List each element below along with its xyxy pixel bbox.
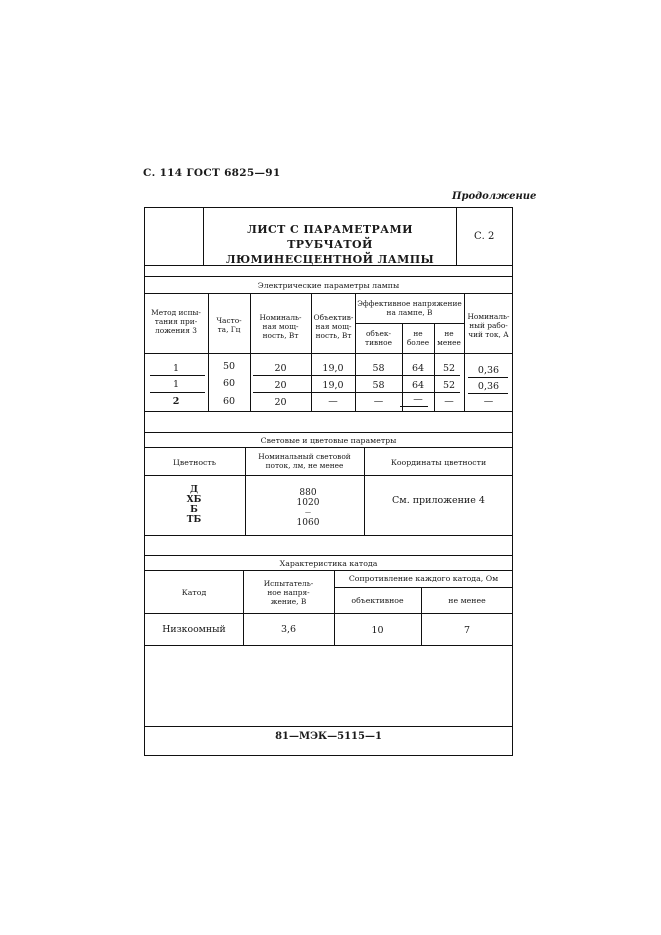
sheet-title-line2: ЛЮМИНЕСЦЕНТНОЙ ЛАМПЫ: [225, 253, 435, 266]
light-caption-bottom: [144, 447, 513, 448]
cathode-caption-bottom: [144, 570, 513, 571]
el-row2-freq: 60: [222, 378, 236, 389]
el-header-v-min: [435, 329, 463, 347]
sheet-page-label: С. 2: [474, 231, 495, 242]
el-row3-vmax: —: [413, 394, 423, 405]
el-col-div-7: [464, 293, 465, 411]
el-header-eff-l1: Эффективное напряжение: [357, 299, 462, 308]
light-header-bottom: [144, 475, 513, 476]
el-row1-vmax: 64: [411, 363, 425, 374]
cathode-row-r-objective: 10: [371, 625, 384, 636]
el-row3-underline: [400, 406, 428, 407]
cathode-row-r-min: 7: [463, 625, 471, 636]
el-header-nom-l1: Номиналь-: [259, 313, 302, 322]
cathode-header-cathode: Катод: [181, 588, 207, 597]
el-header-bottom: [144, 353, 513, 354]
light-flux-4: 1060: [296, 518, 320, 528]
el-row2-vmin: 52: [442, 380, 456, 391]
cathode-header-test-voltage: [244, 579, 333, 606]
el-header-method: [146, 308, 206, 335]
el-header-nom-l3: ность, Вт: [262, 331, 299, 340]
light-color-3: Б: [190, 505, 198, 515]
cathode-header-tv-l2: ное напря-: [267, 588, 310, 597]
el-row2-underline-b: [253, 392, 460, 393]
el-header-nominal-current: [465, 312, 512, 339]
el-header-cur-l1: Номиналь-: [467, 312, 510, 321]
cathode-subheader-rule: [334, 587, 513, 588]
cathode-header-r-objective: объективное: [351, 596, 404, 605]
cathode-header-r-min: не менее: [448, 596, 486, 605]
el-header-vmin-l2: менее: [437, 338, 461, 347]
page-header: С. 114 ГОСТ 6825—91: [143, 167, 281, 179]
el-row3-nom: 20: [274, 397, 287, 408]
el-header-method-l2: тания при-: [154, 317, 198, 326]
footer-rule: [144, 726, 513, 727]
el-header-obj-l3: ность, Вт: [315, 331, 352, 340]
el-header-cur-l3: чий ток, А: [468, 330, 509, 339]
el-header-v-objective: [356, 329, 401, 347]
el-header-vmax-l1: не: [413, 329, 423, 338]
light-bottom: [144, 535, 513, 536]
sheet-title-line1: ЛИСТ С ПАРАМЕТРАМИ ТРУБЧАТОЙ: [247, 223, 413, 251]
el-row1-nom: 20: [274, 363, 287, 374]
light-flux-3: —: [305, 509, 311, 516]
cathode-bottom: [144, 645, 513, 646]
el-row2-underline-c: [468, 393, 508, 394]
el-row2-vmax: 64: [411, 380, 425, 391]
cathode-header-bottom: [144, 613, 513, 614]
cathode-row-cathode: Низкоомный: [162, 624, 226, 635]
light-header-flux-l2: поток, лм, не менее: [265, 461, 344, 470]
light-color-4: ТБ: [186, 515, 202, 525]
el-row1-method: 1: [172, 363, 180, 374]
el-row1-vmin: 52: [442, 363, 456, 374]
el-header-nom-l2: ная мощ-: [262, 322, 299, 331]
el-row1-underline-b: [253, 375, 460, 376]
el-row3-vobj: —: [373, 396, 384, 407]
el-header-vobj-l1: объек-: [365, 329, 392, 338]
el-header-method-l1: Метод испы-: [151, 308, 201, 317]
sheet-title: [205, 222, 455, 267]
light-header-flux: [246, 452, 363, 470]
el-row1-freq: 50: [222, 361, 236, 372]
light-flux-1: 880: [299, 488, 317, 498]
el-row1-current: 0,36: [477, 365, 500, 376]
el-header-objective-power: [312, 313, 355, 340]
el-header-freq: [209, 316, 249, 334]
light-coords-value: См. приложение 4: [392, 495, 485, 506]
el-header-vobj-l2: тивное: [365, 338, 392, 347]
el-row2-obj: 19,0: [322, 380, 344, 391]
el-row2-method: 1: [172, 379, 180, 390]
el-header-effective-voltage: [356, 299, 463, 317]
cathode-header-tv-l1: Испытатель-: [263, 579, 314, 588]
el-row3-method: 2: [172, 396, 180, 407]
el-header-freq-l2: та, Гц: [217, 325, 241, 334]
el-header-method-l3: ложения 3: [155, 326, 197, 335]
el-header-freq-l1: Часто-: [216, 316, 242, 325]
light-color-1: Д: [189, 485, 198, 495]
light-caption: Световые и цветовые параметры: [260, 436, 397, 445]
light-caption-top: [144, 432, 513, 433]
el-row2-vobj: 58: [372, 380, 385, 391]
el-row3-vmin: —: [444, 396, 454, 407]
light-flux-2: 1020: [296, 498, 320, 508]
el-header-obj-l2: ная мощ-: [315, 322, 352, 331]
light-header-flux-l1: Номинальный световой: [258, 452, 351, 461]
electrical-caption-bottom: [144, 293, 513, 294]
el-row1-underline-a: [150, 375, 205, 376]
el-header-obj-l1: Объектив-: [313, 313, 354, 322]
el-row1-obj: 19,0: [322, 363, 344, 374]
el-row1-vobj: 58: [372, 363, 385, 374]
title-divider-left: [203, 208, 204, 265]
title-divider-right: [456, 208, 457, 265]
cathode-caption: Характеристика катода: [279, 559, 378, 568]
cathode-header-resistance: Сопротивление каждого катода, Ом: [348, 574, 499, 583]
el-header-v-max: [403, 329, 433, 347]
continuation-label: Продолжение: [452, 191, 537, 202]
el-col-div-2: [250, 293, 251, 411]
footer-code: 81—МЭК—5115—1: [275, 731, 382, 742]
light-color-2: ХБ: [186, 495, 202, 505]
el-header-nominal-power: [251, 313, 310, 340]
electrical-bottom: [144, 411, 513, 412]
el-row3-obj: —: [328, 396, 338, 407]
el-row3-current: —: [483, 396, 494, 407]
light-flux-list: [290, 488, 326, 528]
el-header-cur-l2: ный рабо-: [469, 321, 508, 330]
el-row2-current: 0,36: [477, 381, 500, 392]
el-subheader-rule: [355, 323, 464, 324]
el-col-div-3: [311, 293, 312, 411]
el-header-eff-l2: на лампе, В: [386, 308, 433, 317]
cathode-header-tv-l3: жение, В: [270, 597, 307, 606]
light-header-color: Цветность: [173, 458, 216, 467]
el-row1-underline-c: [468, 377, 508, 378]
cathode-row-test-voltage: 3,6: [280, 624, 297, 635]
el-col-div-1: [208, 293, 209, 411]
electrical-caption: Электрические параметры лампы: [257, 281, 400, 290]
light-header-coords: Координаты цветности: [390, 458, 487, 467]
el-row3-freq: 60: [222, 396, 236, 407]
cathode-caption-top: [144, 555, 513, 556]
electrical-caption-top: [144, 276, 513, 277]
el-row2-nom: 20: [274, 380, 287, 391]
title-bottom-rule: [144, 265, 513, 266]
el-row2-underline-a: [150, 392, 205, 393]
el-header-vmax-l2: более: [406, 338, 430, 347]
el-header-vmin-l1: не: [444, 329, 454, 338]
light-colors-list: [183, 485, 205, 525]
